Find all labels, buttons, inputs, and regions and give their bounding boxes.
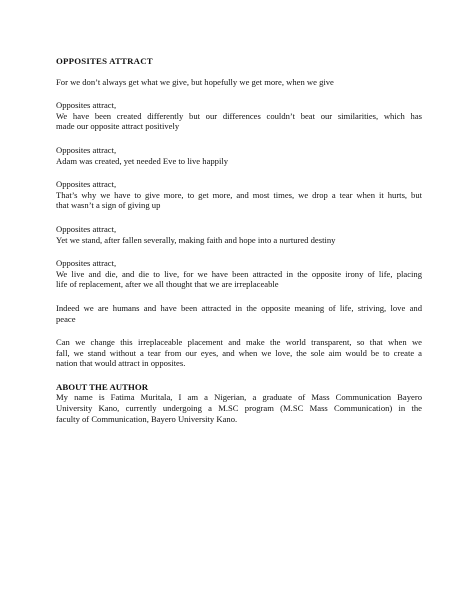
paragraph-intro <box>56 77 422 88</box>
text-line: life of replacement, after we all thought that we are irreplaceable <box>56 279 279 290</box>
paragraph-stanza-4 <box>56 224 422 245</box>
text-line: My name is Fatima Muritala, I am a Nigerian, a graduate of Mass Communication Bayero <box>56 392 422 403</box>
text-line: Opposites attract, <box>56 258 117 269</box>
text-line: Adam was created, yet needed Eve to live happily <box>56 155 229 166</box>
paragraph-stanza-2 <box>56 145 422 166</box>
text-line: peace <box>56 313 76 324</box>
text-line: Opposites attract, <box>56 144 117 155</box>
text-line: that wasn’t a sign of giving up <box>56 200 161 211</box>
document-title: OPPOSITES ATTRACT <box>56 56 153 66</box>
text-line: University Kano, currently undergoing a M.SC program (M.SC Mass Communication) in the <box>56 403 422 414</box>
text-line: made our opposite attract positively <box>56 121 180 132</box>
text-line: Indeed we are humans and have been attracted in the opposite meaning of life, striving, love and <box>56 302 422 313</box>
text-line: Can we change this irreplaceable placement and make the world transparent, so that when we <box>56 337 422 348</box>
author-paragraph <box>56 392 422 424</box>
paragraph-stanza-3 <box>56 179 422 211</box>
paragraph-stanza-5 <box>56 258 422 290</box>
paragraph-indeed <box>56 303 422 324</box>
author-heading: ABOUT THE AUTHOR <box>56 381 149 392</box>
paragraph-stanza-1 <box>56 100 422 132</box>
text-line: fall, we stand without a tear from our eyes, and when we love, the sole aim would be to create a <box>56 347 422 358</box>
text-line: Opposites attract, <box>56 179 117 190</box>
text-line: Opposites attract, <box>56 100 117 111</box>
text-line: We live and die, and die to live, for we have been attracted in the opposite irony of life, placing <box>56 268 422 279</box>
text-line: nation that would attract in opposites. <box>56 358 186 369</box>
text-line: That’s why we have to give more, to get more, and most times, we drop a tear when it hurts, but <box>56 189 422 200</box>
text-line: For we don’t always get what we give, but hopefully we get more, when we give <box>56 76 334 87</box>
text-line: Yet we stand, after fallen severally, making faith and hope into a nurtured destiny <box>56 234 336 245</box>
text-line: Opposites attract, <box>56 223 117 234</box>
document-page <box>56 56 422 424</box>
text-line: We have been created differently but our differences couldn’t beat our similarities, which has <box>56 110 422 121</box>
text-line: faculty of Communication, Bayero University Kano. <box>56 413 238 424</box>
paragraph-change <box>56 337 422 369</box>
